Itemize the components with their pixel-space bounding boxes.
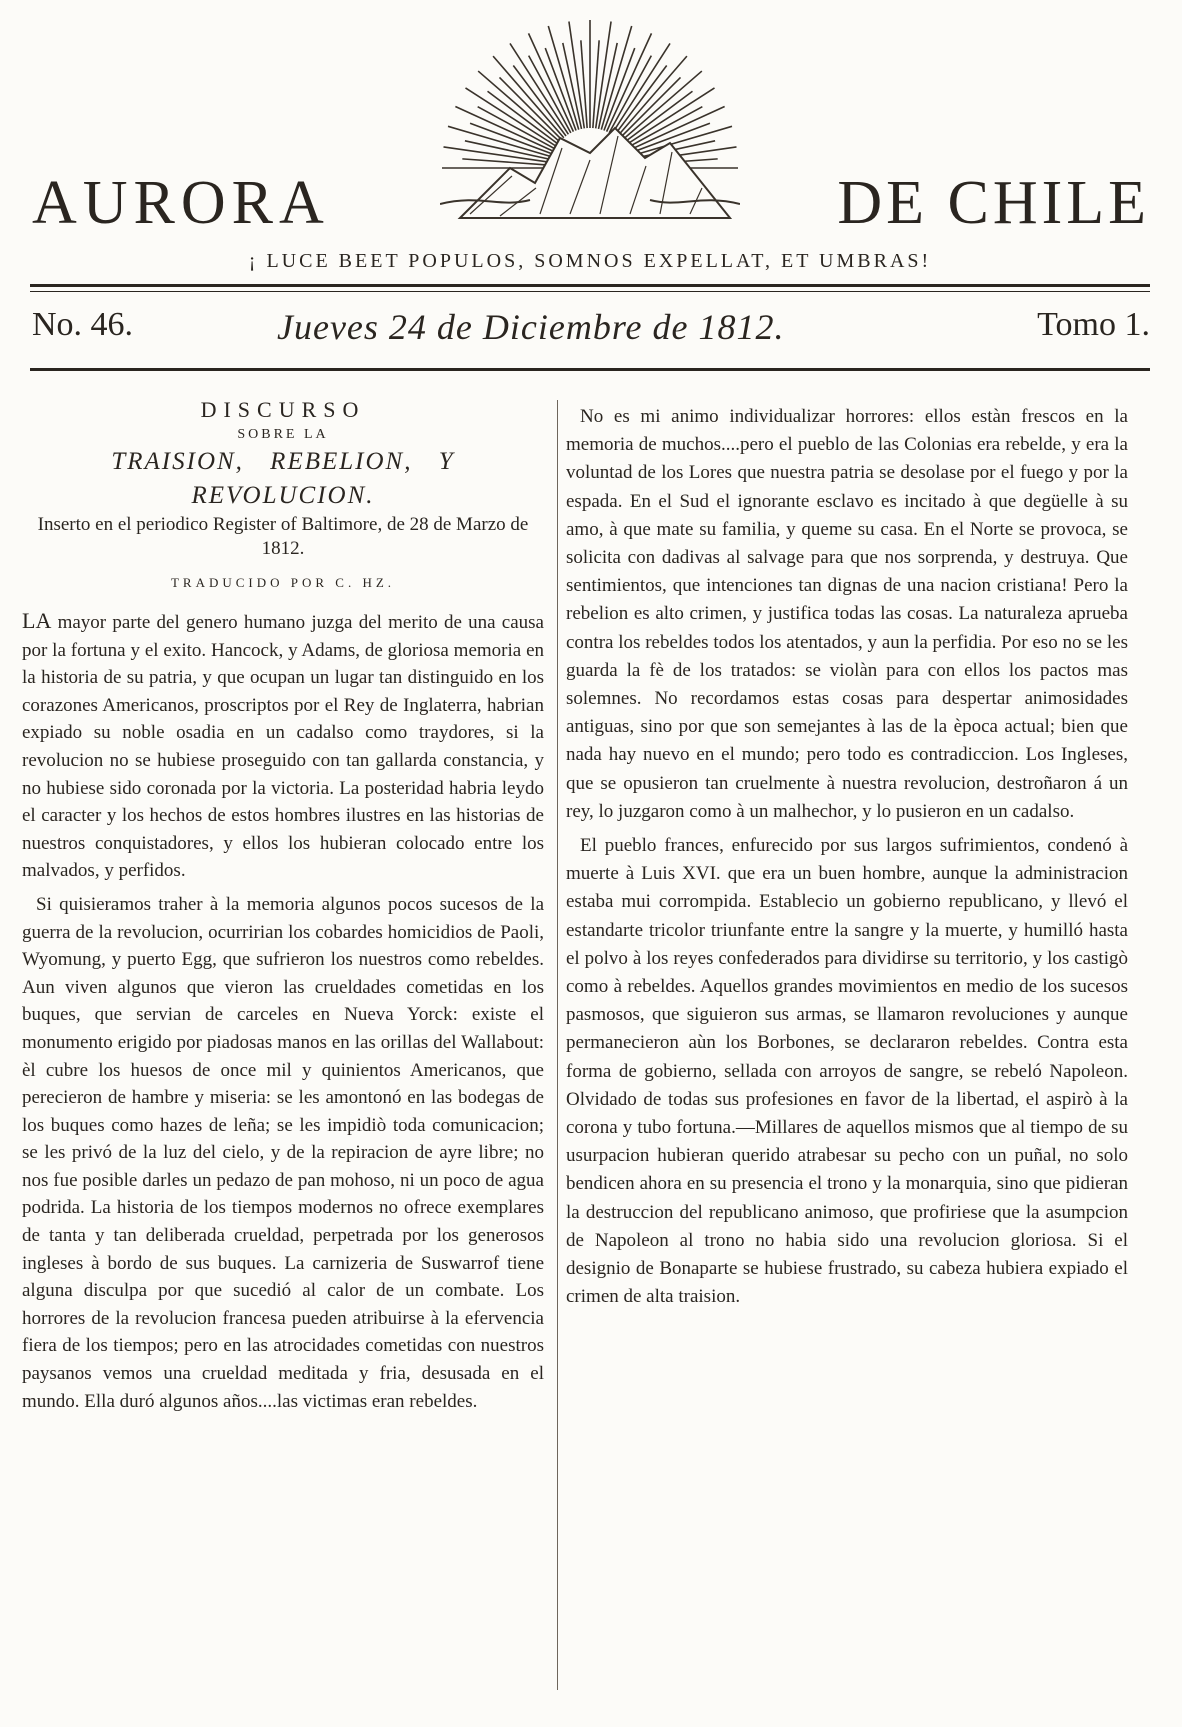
column-left (22, 395, 544, 1421)
paragraph-4: El pueblo frances, enfurecido por sus largos sufrimientos, condenó à muerte à Luis XVI. que era un buen hombre, aunque la administracion estaba mui corrompida. Establecio un gobierno republicano, y llevó el estandarte tricolor triunfante entre la sangre y la muerte, y humilló hasta el polvo à los reyes confederados para dividirse su territorio, y los castigò como à rebeldes. Aquellos grandes movimientos en medio de los sucesos pasmosos, que siguieron sus armas, se llamaron revoluciones y aunque permanecieron aùn los Borbones, se declararon rebeldes. Contra esta forma de gobierno, sellada con arroyos de sangre, se rebeló Napoleon. Olvidado de todas sus profesiones en favor de la libertad, el aspirò à la corona y tubo fortuna.—Millares de aquellos mismos que al tiempo de su usurpacion hubieran querido atrabesar su pecho con un puñal, no solo bendicen ahora en su presencia el trono y la monarquia, sino que pidieran la destruccion del republicano animoso, que profiriese que la asumpcion de Napoleon al trono no habia sido una revolucion gloriosa. Si el designio de Bonaparte se hubiese frustrado, su cabeza hubiera expiado el crimen de alta traision. (566, 835, 1128, 1308)
column-divider (557, 400, 558, 1690)
masthead-title-right: DE CHILE (837, 169, 1150, 237)
paragraph-3: No es mi animo individualizar horrores: ellos estàn frescos en la memoria de muchos....pero el pueblo de las Colonias era rebelde, y era la voluntad de los Lores que nuestra patria se desolase por el fuego y por la espada. En el Sud el ignorante esclavo es incitado à que degüelle à su amo, à que mate su familia, y queme su casa. En el Norte se provoca, se solicita con dadivas al salvage para que nos sorprenda, y destruya. Que sentimientos, que intenciones tan dignas de una nacion cristiana! Pero la rebelion es alto crimen, y justifica todas las cosas. La naturaleza aprueba contra los rebeldes todos los atentados, y aun la perfidia. Por eso no se les guarda la fè de los tratados: se violàn para con ellos los pactos mas solemnes. No recordamos estas cosas para despertar animosidades antiguas, sino por que son semejantes à las de la època actual; bien que nada hay nuevo en el mundo; pero todo es contradiccion. Los Ingleses, que se opusieron tan cruelmente à nuestra revolucion, destroñaron á un rey, lo juzgaron como à un malhechor, y lo pusieron en un cadalso. (566, 406, 1128, 822)
article-heading: DISCURSO (200, 397, 366, 422)
paragraph-2: Si quisieramos traher à la memoria algunos pocos sucesos de la guerra de la revolucion, ocurririan los cobardes homicidios de Paoli, Wyomung, y puerto Egg, que sufrieron los nuestros como rebeldes. Aun viven algunos que vieron las crueldades cometidas en los buques, que servian de carceles en Nueva Yorck: existe el monumento erigido por piadosas manos en las orillas del Wallabout: èl cubre los huesos de once mil y quinientos Americanos, que perecieron de hambre y miseria: se les amontonó en las bodegas de los buques como hazes de leña; se les impidiò toda comunicacion; se les privó de la luz del cielo, y de la repiracion de ayre libre; no nos fue posible darles un pedazo de pan mohoso, ni un poco de agua podrida. La historia de los tiempos modernos no ofrece exemplares de tanta y tan deliberada crueldad, perpetrada por los generosos ingleses à bordo de sus buques. La carnizeria de Suswarrof tiene alguna disculpa por que sucedió al calor de un combate. Los horrores de la revolucion francesa pueden atribuirse à la efervencia fiera de los tiempos; pero en las atrocidades cometidas con nuestros paysanos vemos una crueldad meditada y fria, desusada en el mundo. Ella duró algunos años....las victimas eran rebeldes. (22, 893, 544, 1412)
issue-date: Jueves 24 de Diciembre de 1812. (277, 307, 785, 347)
masthead-motto: ¡ LUCE BEET POPULOS, SOMNOS EXPELLAT, ET UMBRAS! (248, 250, 932, 272)
column-right (566, 403, 1128, 1318)
sun-ray (545, 48, 576, 130)
sun-ray (628, 126, 732, 156)
sun-ray (470, 123, 552, 154)
sun-ray (604, 48, 635, 130)
article-source: Inserto en el periodico Register of Baltimore, de 28 de Marzo de 1812. (37, 514, 529, 559)
sun-ray (596, 22, 611, 129)
issue-line (32, 306, 1150, 356)
paragraph-1-text: mayor parte del genero humano juzga del merito de una causa por la fortuna y el exito. Hancock, y Adams, de gloriosa memoria en la historia de su patria, y que ocupan un lugar tan distinguido en los corazones Americanos, proscriptos por el Rey de Inglaterra, habrian expiado su noble osadia en un cadalso como traydores, si la revolucion no se hubiese proseguido con tan gallarda constancia, y no hubiese sido coronada por la victoria. La posteridad habria leydo el caracter y los hechos de estos hombres ilustres en las historias de nuestros conquistadores, y ellos los hubieran colocado entre los malvados, y perfidos. (22, 612, 544, 882)
article-title: TRAISION, REBELION, Y REVOLUCION. (111, 448, 455, 509)
issue-number: No. 46. (32, 306, 134, 343)
sun-ray (444, 147, 551, 162)
sun-ray (601, 26, 631, 130)
issue-volume: Tomo 1. (1037, 306, 1150, 343)
masthead-rule-top (30, 284, 1150, 287)
sun-ray (548, 26, 578, 130)
issue-rule (30, 368, 1150, 371)
paragraph-1 (22, 607, 544, 885)
masthead-title-left: AURORA (32, 169, 330, 237)
masthead-rule-thin (30, 291, 1150, 292)
paragraph-1-cap: LA (22, 608, 52, 633)
masthead (30, 18, 1150, 272)
sun-ray (448, 126, 552, 156)
rising-sun-emblem (440, 18, 740, 228)
article-translator: TRADUCIDO POR C. HZ. (170, 575, 396, 590)
article-subheading: SOBRE LA (237, 427, 329, 442)
sun-ray (569, 22, 584, 129)
